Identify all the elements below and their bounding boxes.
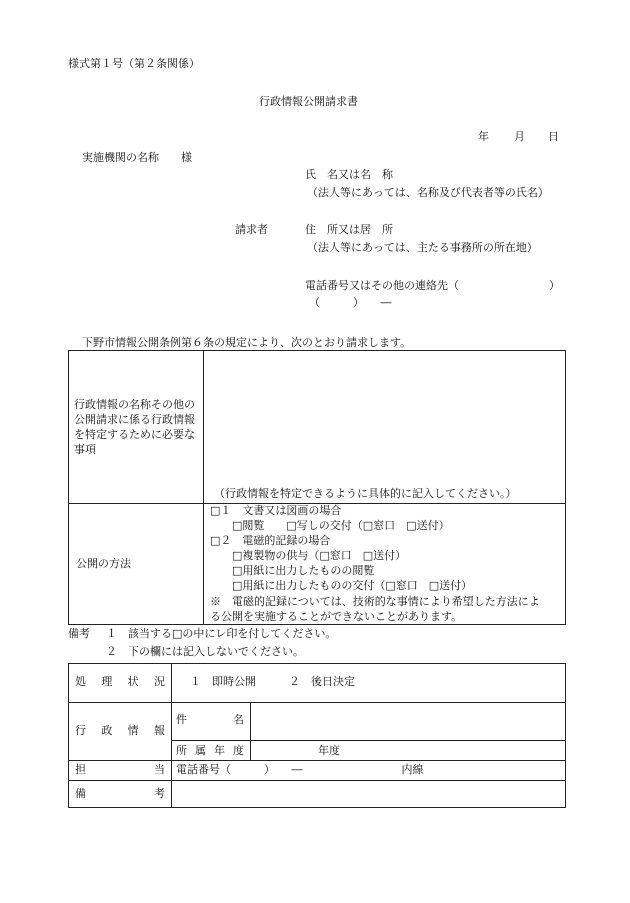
method-option-2[interactable]: □２ 電磁的記録の場合 (210, 534, 331, 547)
method-option-2-view[interactable]: □用紙に出力したものの閲覧 (210, 564, 375, 577)
office-row-line-2 (171, 740, 566, 741)
requester-label: 請求者 (235, 223, 268, 236)
note-2: ２ 下の欄には記入しないでください。 (106, 645, 304, 658)
staff-label: 担 当 (75, 763, 165, 776)
specify-info-note: （行政情報を特定できるように具体的に記入してください。） (214, 487, 517, 500)
office-row-line-3 (68, 760, 566, 761)
date-year-label: 年 (478, 130, 489, 143)
address-label: 住 所又は居 所 (305, 223, 393, 236)
method-option-1[interactable]: □１ 文書又は図画の場合 (210, 504, 342, 517)
method-note-line2: る公開を実施することができないことがあります。 (210, 610, 463, 623)
method-option-2-print[interactable]: □用紙に出力したものの交付（□窓口 □送付） (210, 579, 473, 592)
processing-status-value: １ 即時公開 ２ 後日決定 (190, 675, 355, 688)
office-col-line-2 (250, 702, 251, 760)
notes-label: 備考 (68, 627, 90, 640)
specify-info-field[interactable] (204, 351, 565, 481)
specify-info-label: 行政情報の名称その他の公開請求に係る行政情報を特定するために必要な事項 (74, 398, 195, 456)
method-option-2-copy[interactable]: □複製物の供与（□窓口 □送付） (210, 549, 407, 562)
name-note: （法人等にあっては、名称及び代表者等の氏名） (307, 186, 549, 199)
form-id: 様式第１号（第２条関係） (68, 57, 200, 70)
date-month-label: 月 (514, 130, 525, 143)
date-day-label: 日 (548, 130, 559, 143)
office-row-line-4 (68, 780, 566, 781)
address-note: （法人等にあっては、主たる事務所の所在地） (307, 241, 538, 254)
name-label: 氏 名又は名 称 (305, 168, 393, 181)
admin-info-label: 行 政 情 報 (75, 724, 165, 737)
note-1: １ 該当する□の中にレ印を付してください。 (106, 627, 337, 640)
intro-text: 下野市情報公開条例第６条の規定により、次のとおり請求します。 (82, 336, 412, 349)
case-name-label: 件 名 (176, 713, 244, 726)
fiscal-year-label: 所 属 年 度 (176, 744, 244, 757)
disclosure-method-label: 公開の方法 (76, 557, 131, 570)
office-col-line-1 (171, 663, 172, 808)
phone-close: ） (549, 279, 560, 292)
processing-status-label: 処 理 状 況 (75, 675, 165, 688)
fiscal-year-value: 年度 (318, 744, 340, 757)
addressee: 実施機関の名称 様 (82, 151, 192, 164)
page-title: 行政情報公開請求書 (259, 95, 358, 108)
method-option-1-sub[interactable]: □閲覧 □写しの交付（□窓口 □送付） (210, 519, 450, 532)
phone-format: （ ） ― (309, 296, 392, 309)
remarks-label: 備 考 (75, 787, 165, 800)
method-note-line1: ※ 電磁的記録については、技術的な事情により希望した方法によ (210, 595, 540, 608)
office-row-line-1 (68, 702, 566, 703)
phone-label: 電話番号又はその他の連絡先（ (305, 279, 459, 292)
staff-phone: 電話番号（ ） ― 内線 (176, 763, 424, 776)
